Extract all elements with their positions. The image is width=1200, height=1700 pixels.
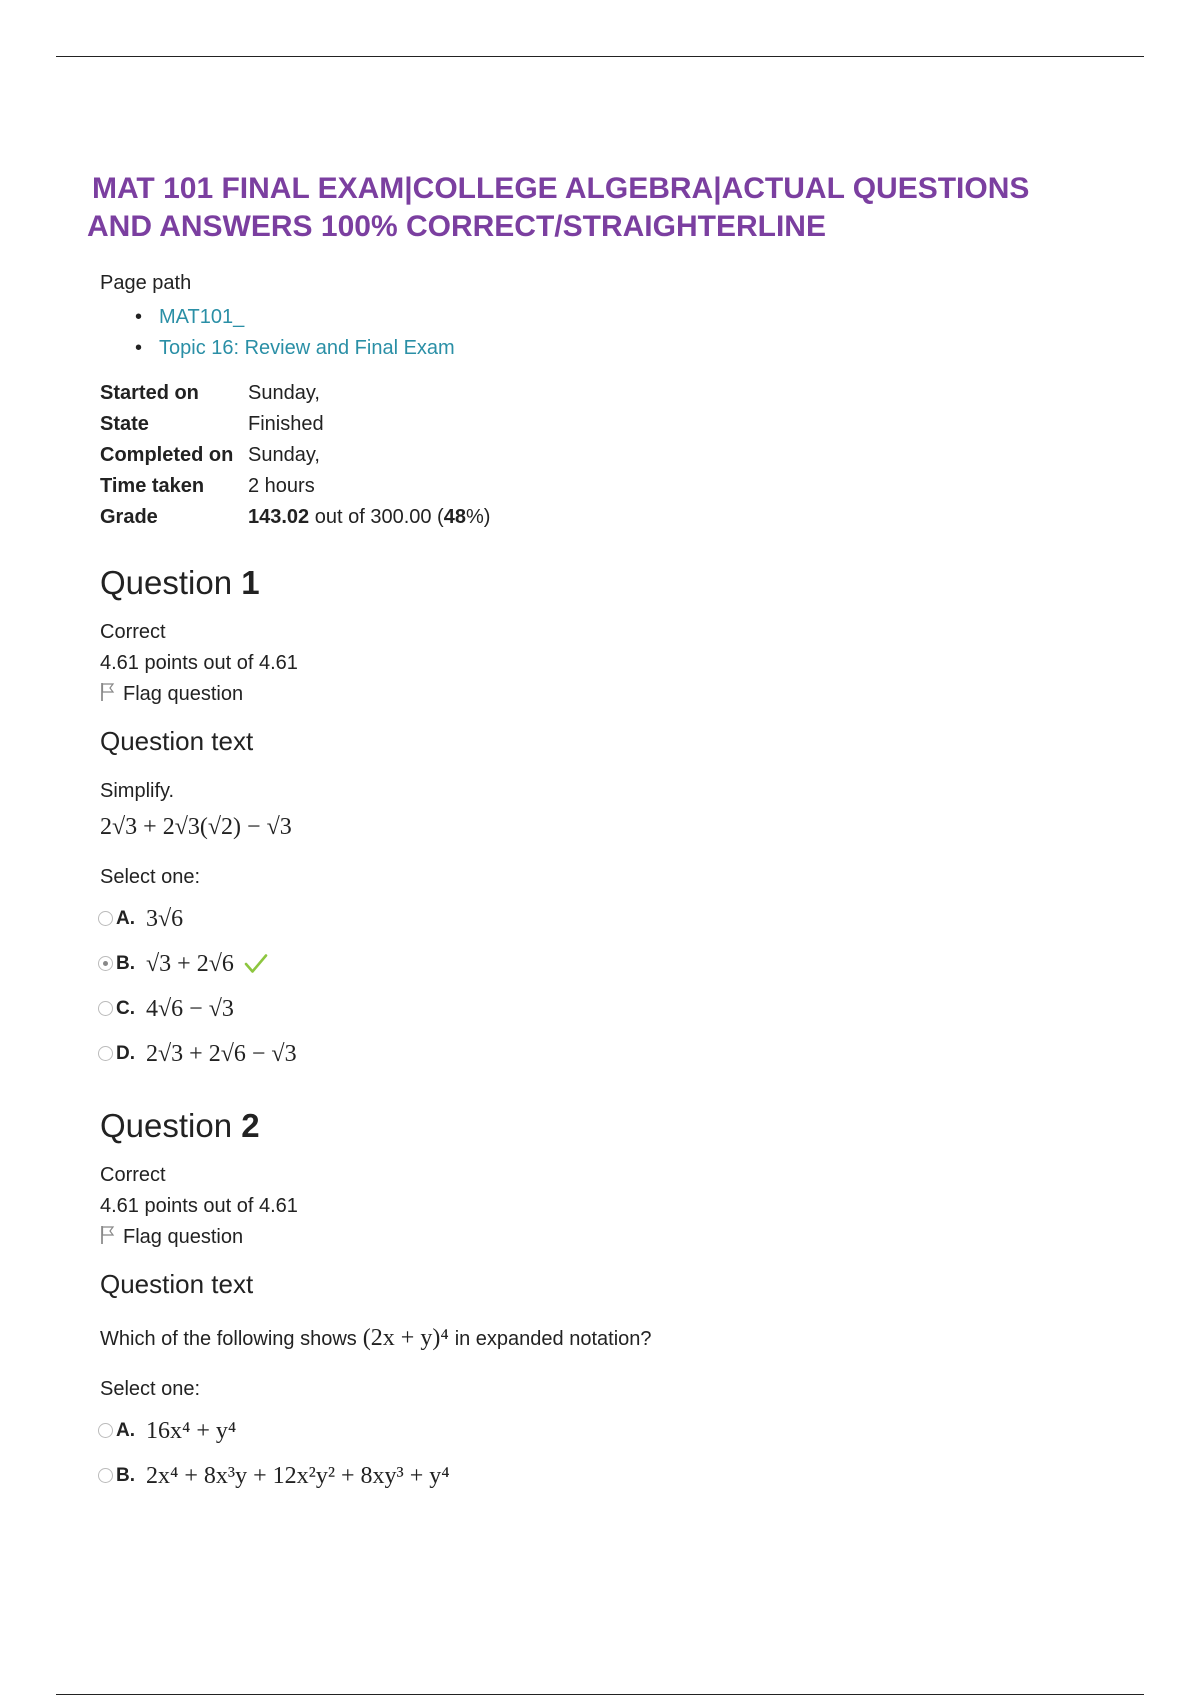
flag-icon [100, 682, 116, 702]
grade-value [248, 502, 490, 533]
summary-key: Completed on [100, 444, 234, 466]
grade-end: %) [465, 506, 491, 528]
option-letter: C. [116, 997, 135, 1019]
option-text: √3 + 2√6 [146, 950, 234, 977]
document-title [87, 170, 1122, 246]
question-heading [100, 1106, 1100, 1146]
prompt-before: Which of the following shows [100, 1328, 357, 1350]
summary-value: Finished [248, 413, 324, 435]
breadcrumb-link-course[interactable]: MAT101_ [159, 306, 245, 328]
answer-options [98, 1408, 1100, 1498]
question-1 [100, 563, 1100, 1076]
breadcrumb-link-topic[interactable]: Topic 16: Review and Final Exam [159, 337, 455, 359]
question-label: Question [100, 564, 242, 601]
radio-button[interactable] [98, 1001, 113, 1016]
option-text: 2x⁴ + 8x³y + 12x²y² + 8xy³ + y⁴ [146, 1462, 450, 1489]
question-prompt: Simplify. [100, 780, 175, 802]
question-text-heading: Question text [100, 726, 254, 756]
summary-row-state [100, 409, 490, 440]
flag-icon [100, 1225, 116, 1245]
check-icon [244, 953, 268, 975]
radio-button[interactable] [98, 1468, 113, 1483]
option-letter: D. [116, 1042, 135, 1064]
breadcrumb-item [137, 333, 455, 364]
radio-button[interactable] [98, 1423, 113, 1438]
option-letter: B. [116, 1464, 135, 1486]
radio-button[interactable] [98, 911, 113, 926]
option-text: 3√6 [146, 905, 184, 932]
summary-value: 2 hours [248, 475, 315, 497]
summary-row-started [100, 378, 490, 409]
flag-question-button[interactable] [100, 679, 1100, 710]
option-text: 16x⁴ + y⁴ [146, 1417, 237, 1444]
question-label: Question [100, 1107, 242, 1144]
title-line-1: MAT 101 FINAL EXAM|COLLEGE ALGEBRA|ACTUAL QUESTIONS [92, 172, 1030, 205]
summary-row-time [100, 471, 490, 502]
breadcrumb [137, 302, 455, 364]
summary-value: Sunday, [248, 382, 320, 404]
select-one-label: Select one: [100, 866, 201, 888]
summary-key: Grade [100, 506, 158, 528]
question-number: 1 [241, 564, 260, 601]
flag-label: Flag question [123, 683, 244, 705]
option-text: 4√6 − √3 [146, 995, 234, 1022]
question-text-heading: Question text [100, 1269, 254, 1299]
bottom-divider [56, 1694, 1144, 1695]
bullet-icon: • [135, 337, 143, 359]
summary-value: Sunday, [248, 444, 320, 466]
question-heading [100, 563, 1100, 603]
option-text: 2√3 + 2√6 − √3 [146, 1040, 297, 1067]
option-letter: B. [116, 952, 135, 974]
answer-option-b[interactable] [98, 1453, 1100, 1498]
summary-row-completed [100, 440, 490, 471]
question-expression: 2√3 + 2√3(√2) − √3 [100, 814, 292, 840]
radio-button-selected[interactable] [98, 956, 113, 971]
answer-option-b[interactable] [98, 941, 1100, 986]
question-state: Correct [100, 621, 166, 643]
answer-option-a[interactable] [98, 1408, 1100, 1453]
answer-option-c[interactable] [98, 986, 1100, 1031]
prompt-after: in expanded notation? [454, 1328, 652, 1350]
summary-key: Time taken [100, 475, 205, 497]
answer-option-a[interactable] [98, 896, 1100, 941]
flag-label: Flag question [123, 1226, 244, 1248]
select-one-label: Select one: [100, 1378, 201, 1400]
question-2 [100, 1106, 1100, 1498]
answer-options [98, 896, 1100, 1076]
attempt-summary [100, 378, 490, 533]
question-points: 4.61 points out of 4.61 [100, 1195, 298, 1217]
grade-max: out of 300.00 ( [309, 506, 444, 528]
option-letter: A. [116, 1419, 135, 1441]
title-line-2: AND ANSWERS 100% CORRECT/STRAIGHTERLINE [87, 210, 826, 243]
option-letter: A. [116, 907, 135, 929]
question-state: Correct [100, 1164, 166, 1186]
grade-percent: 48 [443, 506, 466, 528]
question-prompt [100, 1323, 1100, 1354]
question-number: 2 [241, 1107, 260, 1144]
grade-score: 143.02 [248, 506, 310, 528]
answer-option-d[interactable] [98, 1031, 1100, 1076]
summary-key: Started on [100, 382, 199, 404]
summary-key: State [100, 413, 149, 435]
radio-button[interactable] [98, 1046, 113, 1061]
bullet-icon: • [135, 306, 143, 328]
breadcrumb-item [137, 302, 455, 333]
top-divider [56, 56, 1144, 57]
summary-row-grade [100, 502, 490, 533]
question-points: 4.61 points out of 4.61 [100, 652, 298, 674]
page-path-label: Page path [100, 272, 192, 294]
prompt-math: (2x + y)⁴ [362, 1325, 449, 1351]
flag-question-button[interactable] [100, 1222, 1100, 1253]
